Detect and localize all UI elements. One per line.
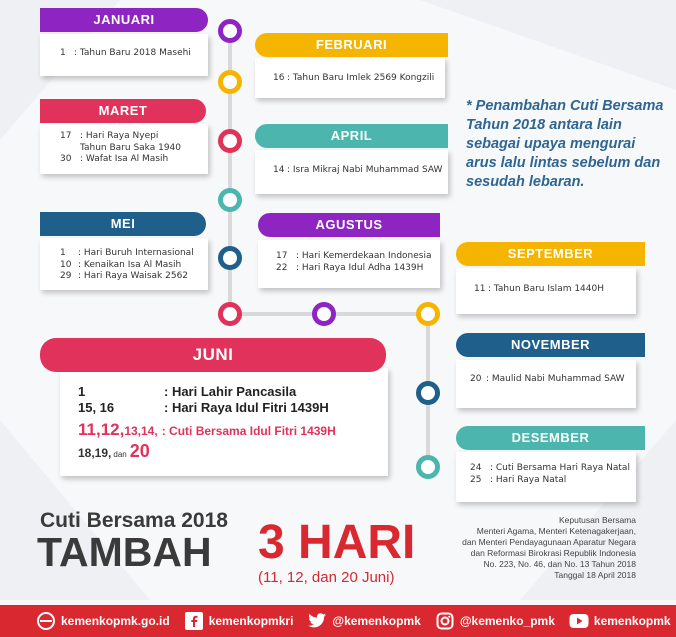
twitter-icon xyxy=(307,611,327,631)
timeline-node-yellow xyxy=(218,70,242,94)
tab-mei: MEI xyxy=(40,212,206,236)
november-body: 20 : Maulid Nabi Muhammad SAW xyxy=(470,374,625,384)
tab-desember: DESEMBER xyxy=(456,426,645,450)
agustus-body: 17 : Hari Kemerdekaan Indonesia 22 : Hari Raya Idul Adha 1439H xyxy=(276,251,432,273)
headline-sub: (11, 12, dan 20 Juni) xyxy=(258,569,395,586)
januari-body: 1 : Tahun Baru 2018 Masehi xyxy=(60,48,191,58)
tab-februari: FEBRUARI xyxy=(255,33,448,57)
timeline-node-pink-2 xyxy=(218,302,242,326)
juni-body: 1 : Hari Lahir Pancasila 15, 16 : Hari Raya Idul Fitri 1439H 11,12, 13,14, : Cuti Bersama Idul Fitri 1439H 18,19, dan 20 xyxy=(78,384,336,461)
decree-line: No. 223, No. 46, dan No. 13 Tahun 2018 xyxy=(483,559,636,569)
youtube-icon xyxy=(569,611,589,631)
decree-line: Tanggal 18 April 2018 xyxy=(554,570,636,580)
facebook-icon xyxy=(184,611,204,631)
tab-april: APRIL xyxy=(255,124,448,148)
decree-line: dan Reformasi Birokrasi Republik Indonesia xyxy=(470,548,636,558)
mei-body: 1 : Hari Buruh Internasional 10 : Kenaikan Isa Al Masih 29 : Hari Raya Waisak 2562 xyxy=(60,248,194,281)
timeline-node-teal-2 xyxy=(416,455,440,479)
note-text: * Penambahan Cuti Bersama Tahun 2018 antara lain sebagai upaya mengurai arus lalu lintas sebelum dan sesudah lebaran. xyxy=(466,98,664,190)
footer-youtube-label: kemenkopmk xyxy=(593,614,671,628)
decree-block xyxy=(462,515,636,581)
decree-line: Menteri Agama, Menteri Ketenagakerjaan, xyxy=(476,526,636,536)
decree-line: dan Menteri Pendayagunaan Aparatur Negara xyxy=(462,537,636,547)
headline-big: 3 HARI xyxy=(258,516,416,569)
footer-twitter[interactable] xyxy=(307,611,420,631)
april-body: 14 : Isra Mikraj Nabi Muhammad SAW xyxy=(273,165,443,175)
september-body: 11 : Tahun Baru Islam 1440H xyxy=(474,284,605,294)
footer-website[interactable] xyxy=(36,611,170,631)
footer-instagram-label: @kemenko_pmk xyxy=(459,614,555,628)
timeline-node-purple xyxy=(218,19,242,43)
timeline-node-yellow-2 xyxy=(416,302,440,326)
timeline-node-navy xyxy=(218,246,242,270)
social-footer xyxy=(0,605,676,637)
headline-line2: TAMBAH xyxy=(37,529,212,575)
tab-september: SEPTEMBER xyxy=(456,242,645,266)
web-icon xyxy=(36,611,56,631)
footer-twitter-label: @kemenkopmk xyxy=(332,614,421,628)
tab-november: NOVEMBER xyxy=(456,333,645,357)
instagram-icon xyxy=(435,611,455,631)
timeline-node-pink xyxy=(218,129,242,153)
februari-body: 16 : Tahun Baru Imlek 2569 Kongzili xyxy=(273,73,435,83)
maret-body: 17 : Hari Raya Nyepi Tahun Baru Saka 1940 30 : Wafat Isa Al Masih xyxy=(60,131,182,164)
tab-maret: MARET xyxy=(40,99,206,123)
desember-body: 24 : Cuti Bersama Hari Raya Natal 25 : Hari Raya Natal xyxy=(470,463,630,485)
decree-line: Keputusan Bersama xyxy=(558,515,636,525)
footer-instagram[interactable] xyxy=(435,611,555,631)
timeline-line-main xyxy=(228,20,232,316)
tab-agustus: AGUSTUS xyxy=(258,213,440,237)
tab-januari: JANUARI xyxy=(40,8,208,32)
timeline-node-teal xyxy=(218,188,242,212)
footer-facebook-label: kemenkopmkri xyxy=(208,614,294,628)
timeline-node-navy-2 xyxy=(416,381,440,405)
footer-facebook[interactable] xyxy=(184,611,294,631)
headline-line1: Cuti Bersama 2018 xyxy=(40,509,228,532)
footer-website-label: kemenkopmk.go.id xyxy=(61,614,170,628)
timeline-node-purple-2 xyxy=(312,302,336,326)
tab-juni: JUNI xyxy=(40,338,386,372)
footer-youtube[interactable] xyxy=(569,611,671,631)
